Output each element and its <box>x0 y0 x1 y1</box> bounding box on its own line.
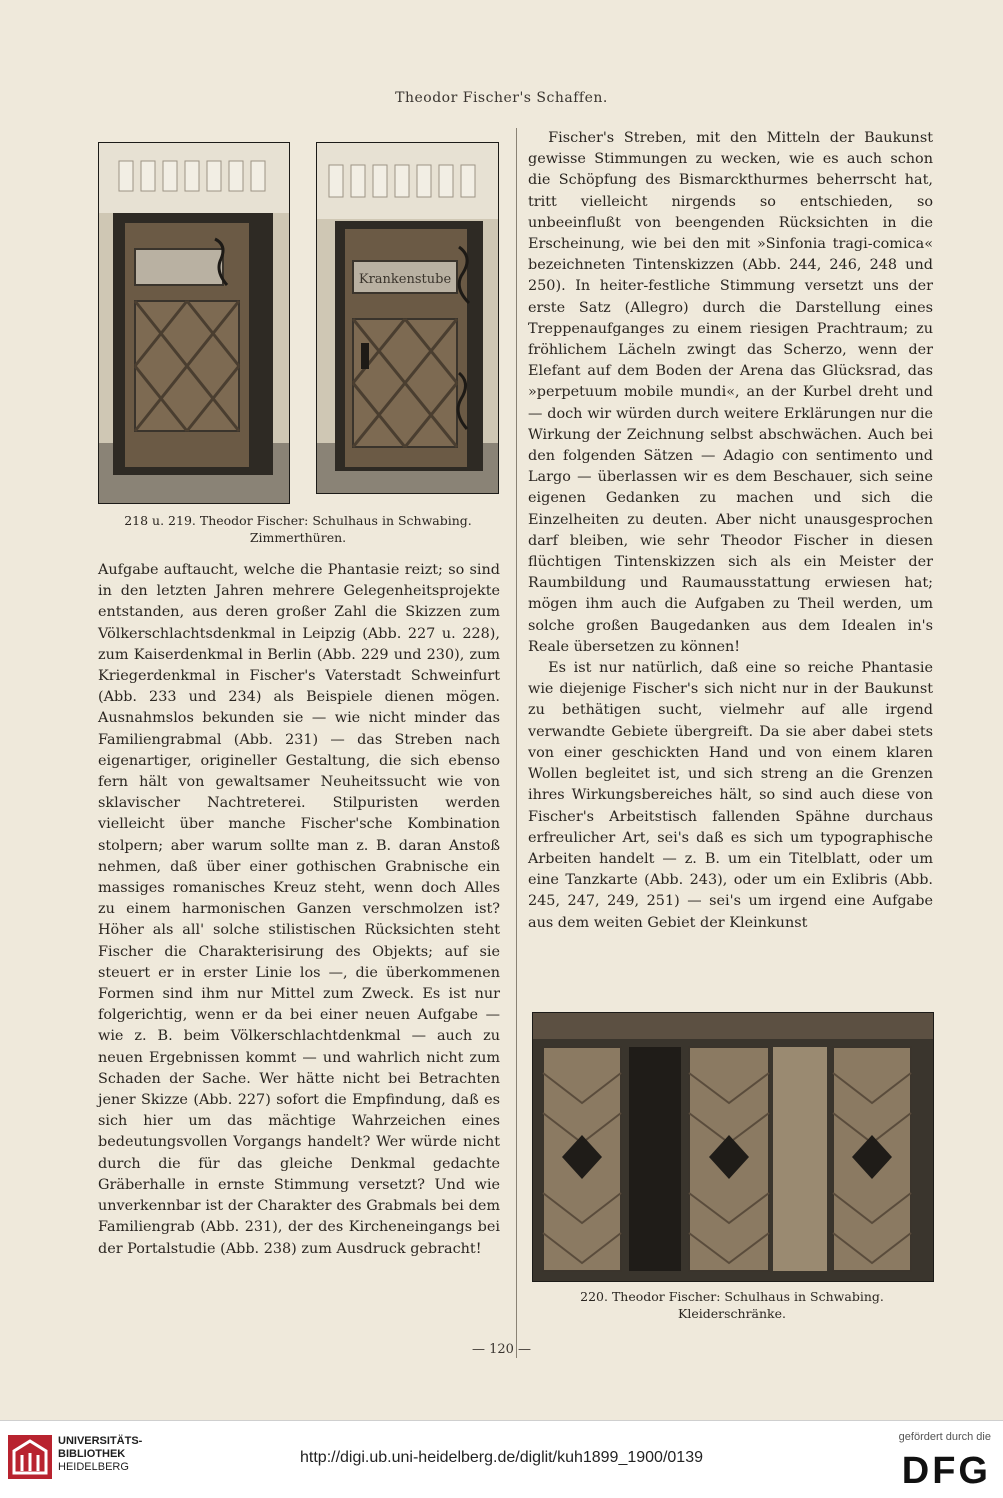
figure-caption-220-line1: 220. Theodor Fischer: Schulhaus in Schwabing. <box>580 1289 884 1304</box>
figure-caption-220 <box>532 1288 932 1322</box>
page-number: — 120 — <box>471 1342 532 1357</box>
permalink-url[interactable]: http://digi.ub.uni-heidelberg.de/diglit/kuh1899_1900/0139 <box>300 1449 703 1466</box>
running-head: Theodor Fischer's Schaffen. <box>395 90 608 106</box>
door-photo-219 <box>316 142 499 494</box>
left-paragraph-1: Aufgabe auftaucht, welche die Phantasie reizt; so sind in den letzten Jahren mehrere Gelegenheitsprojekte entstanden, aus deren großer Zahl die Skizzen zum Völkerschlachtsdenkmal in Leipzig (Abb. 227 u. 228), zum Kaiserdenkmal in Berlin (Abb. 229 und 230), zum Kriegerdenkmal in Fischer's Vaterstadt Schweinfurt (Abb. 233 und 234) als Beispiele dienen mögen. Ausnahmslos bekunden sie — wie nicht minder das Familiengrabmal (Abb. 231) — das Streben nach eigenartiger, origineller Gestaltung, die sich ebenso fern hält von gewaltsamer Neuheitssucht wie von sklavischer Nachtreterei. Stilpuristen werden vielleicht über manche Fischer'sche Kombination stolpern; aber warum sollte man z. B. daran Anstoß nehmen, daß über einer gothischen Grabnische ein massiges romanisches Kreuz steht, wenn doch Alles zu einem harmonischen Ganzen verschmolzen ist? Höher als all' solche stilistischen Rücksichten steht Fischer die Charakterisirung des Objekts; auf sie steuert er in erster Linie los —, die überkommenen Formen sind ihm nur Mittel zum Zweck. Es ist nur folgerichtig, wenn er da bei einer neuen Aufgabe — wie z. B. beim Völkerschlachtdenkmal — auch zu neuen Ergebnissen kommt — und wahrlich nicht zum Schaden der Sache. Wer hätte nicht bei Betrachten jener Skizze (Abb. 227) sofort die Empfindung, daß es sich hier um das mächtige Wahrzeichen eines bedeutungsvollen Vorgangs handelt? Wer würde nicht durch die für das gleiche Denkmal gedachte Gräberhalle in ernste Stimmung versetzt? Und wie unverkennbar ist der Charakter des Grabmals bei dem Familiengrab (Abb. 231), der des Kircheneingangs bei der Portalstudie (Abb. 238) zum Ausdruck gebracht! <box>98 562 500 1257</box>
figure-caption-218-219-line2: Zimmerthüren. <box>249 530 347 545</box>
door-photo-218 <box>98 142 290 504</box>
figure-caption-218-219-line1: 218 u. 219. Theodor Fischer: Schulhaus in Schwabing. <box>124 513 472 528</box>
door-sign-text: Krankenstube <box>358 272 452 287</box>
door-illustration-219 <box>317 143 498 493</box>
wardrobe-illustration-220 <box>533 1013 933 1281</box>
library-name-line3: HEIDELBERG <box>58 1461 129 1473</box>
funding-note: gefördert durch die <box>898 1431 991 1443</box>
right-column <box>528 128 933 934</box>
library-name-line1: UNIVERSITÄTS- <box>58 1435 143 1447</box>
right-paragraph-1: Fischer's Streben, mit den Mitteln der Baukunst gewisse Stimmungen zu wecken, wie es auch schon die Schöpfung des Bismarckthurmes beherrscht hat, tritt vielleicht nirgends so entschieden, so unbeeinflußt von beengenden Rücksichten in die Erscheinung, wie bei den mit »Sinfonia tragi-comica« bezeichneten Tintenskizzen (Abb. 244, 246, 248 und 250). In heiter-festliche Stimmung versetzt uns der erste Satz (Allegro) durch die Darstellung eines Treppenaufganges zu einem riesigen Prachtraum; zu fröhlichem Lächeln zwingt das Scherzo, wenn der Elefant auf dem Boden der Arena das Glücksrad, das »perpetuum mobile mundi«, an der Kurbel dreht und — doch wir würden durch weitere Erklärungen nur die Wirkung der Zeichnung selbst abschwächen. Auch bei den folgenden Sätzen — Adagio con sentimento und Largo — überlassen wir es dem Beschauer, sich seine eigenen Gedanken zu machen und sich die Einzelheiten zu deuten. Aber nicht unausgesprochen darf bleiben, wie sehr Theodor Fischer in diesen flüchtigen Tintenskizzen sich als ein Meister der Raumbildung und Raumausstattung erwiesen hat; mögen ihm auch die Aufgaben zu Theil werden, um solche großen Baugedanken aus dem Idealen in's Reale übersetzen zu können! <box>528 130 933 655</box>
wardrobe-photo-220 <box>532 1012 934 1282</box>
column-rule <box>516 128 517 1358</box>
figure-caption-218-219 <box>98 512 498 546</box>
door-illustration-218 <box>99 143 289 503</box>
library-name-line2: BIBLIOTHEK <box>58 1448 126 1460</box>
figure-caption-220-line2: Kleiderschränke. <box>678 1306 786 1321</box>
right-paragraph-2: Es ist nur natürlich, daß eine so reiche Phantasie wie diejenige Fischer's sich nicht nur in der Baukunst zu bethätigen sucht, vielmehr auf alle irgend verwandte Gebiete übergreift. Da sie aber dabei stets von einer geschickten Hand und von einem klaren Wollen begleitet ist, und sich streng an die Grenzen ihres Wirkungsbereiches hält, so sind auch diese von Fischer's Arbeitstisch fallenden Spähne durchaus erfreulicher Art, sei's daß es sich um typographische Arbeiten handelt — z. B. um ein Titelblatt, oder um eine Tanzkarte (Abb. 243), oder um ein Exlibris (Abb. 245, 247, 249, 251) — sei's um irgend eine Aufgabe aus dem weiten Gebiet der Kleinkunst <box>528 660 933 931</box>
left-column <box>98 560 500 1260</box>
viewer-footer <box>0 1420 1003 1498</box>
dfg-logo: DFG <box>901 1450 991 1492</box>
